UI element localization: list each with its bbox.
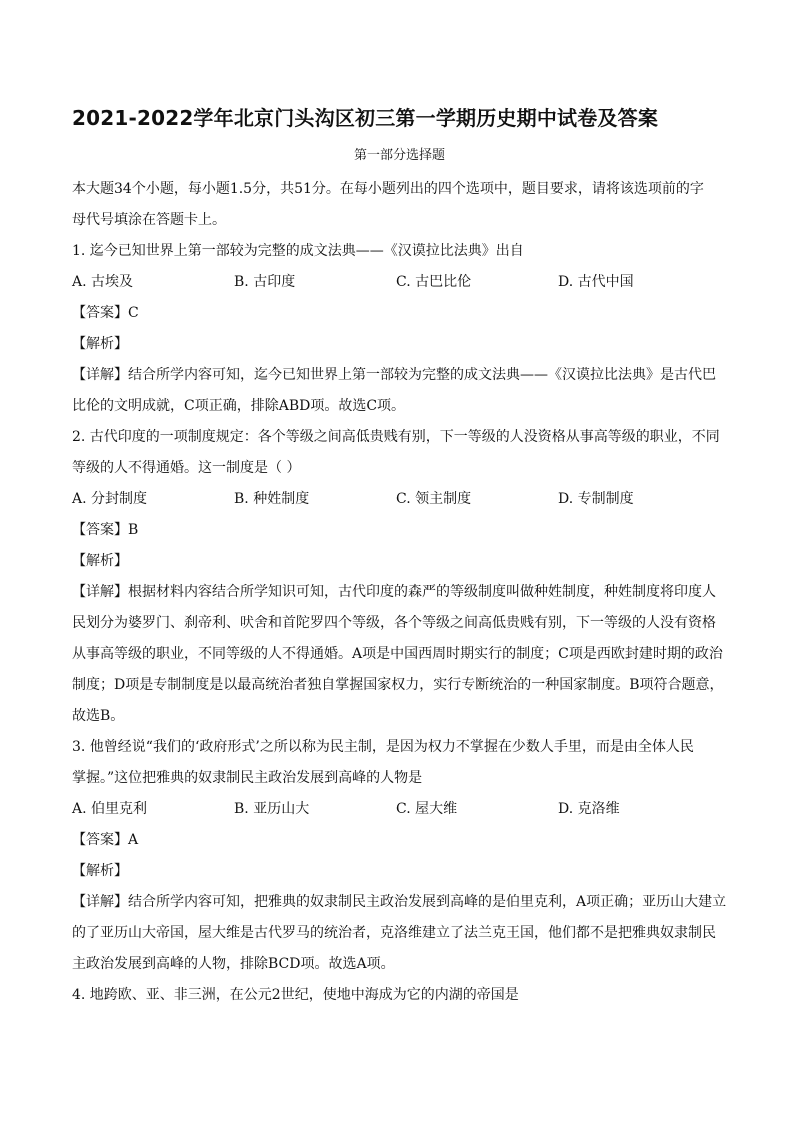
question-2 [72,422,727,732]
detail-line: 的了亚历山大帝国，屋大维是古代罗马的统治者，克洛维建立了法兰克王国，他们都不是把雅典奴隶制民 [72,925,716,941]
detail-line: 民划分为婆罗门、刹帝利、吠舍和首陀罗四个等级，各个等级之间高低贵贱有别，下一等级的人没有资格 [72,615,716,631]
option-a: A. 分封制度 [72,491,148,507]
detail-line: 从事高等级的职业，不同等级的人不得通婚。A项是中国西周时期实行的制度；C项是西欧封建时期的政治 [72,646,723,662]
question-stem [72,732,727,794]
page-title: 2021-2022学年北京门头沟区初三第一学期历史期中试卷及答案 [72,106,659,130]
option-d: D. 古代中国 [558,274,634,290]
option-b: B. 种姓制度 [234,491,310,507]
stem-line: 4. 地跨欧、亚、非三洲，在公元2世纪，使地中海成为它的内湖的帝国是 [72,987,519,1003]
option-a: A. 伯里克利 [72,801,148,817]
question-3 [72,732,727,980]
answer-line: 【答案】A [72,832,139,848]
intro-line: 本大题34个小题，每小题1.5分，共51分。在每小题列出的四个选项中，题目要求，请将该选项前的字 [72,181,704,197]
question-stem [72,980,727,1011]
question-stem [72,422,727,484]
detail-paragraph [72,887,727,980]
stem-line: 等级的人不得通婚。这一制度是（ ） [72,460,301,476]
analysis-label: 【解析】 [72,336,128,352]
option-b: B. 亚历山大 [234,801,310,817]
detail-line: 比伦的文明成就，C项正确，排除ABD项。故选C项。 [72,398,406,414]
intro-paragraph [72,174,727,236]
detail-paragraph [72,360,727,422]
detail-line: 制度；D项是专制制度是以最高统治者独自掌握国家权力，实行专断统治的一种国家制度。B项符合题意， [72,677,724,693]
option-d: D. 克洛维 [558,801,620,817]
options-row [72,484,727,515]
answer-line: 【答案】B [72,522,139,538]
options-row [72,794,727,825]
stem-line: 掌握。”这位把雅典的奴隶制民主政治发展到高峰的人物是 [72,770,423,786]
analysis-label: 【解析】 [72,863,128,879]
option-c: C. 屋大维 [396,801,458,817]
detail-line: 【详解】结合所学内容可知，把雅典的奴隶制民主政治发展到高峰的是伯里克利，A项正确；亚历山大建立 [72,894,727,910]
question-stem [72,236,727,267]
stem-line: 1. 迄今已知世界上第一部较为完整的成文法典——《汉谟拉比法典》出自 [72,243,524,259]
question-4 [72,980,727,1011]
question-1 [72,236,727,422]
option-c: C. 领主制度 [396,491,472,507]
option-a: A. 古埃及 [72,274,134,290]
options-row [72,267,727,298]
answer-line: 【答案】C [72,305,139,321]
detail-paragraph [72,577,727,732]
intro-line: 母代号填涂在答题卡上。 [72,212,226,228]
detail-line: 故选B。 [72,708,125,724]
detail-line: 【详解】结合所学内容可知，迄今已知世界上第一部较为完整的成文法典——《汉谟拉比法典》是古代巴 [72,367,716,383]
exam-page [72,104,727,1011]
stem-line: 2. 古代印度的一项制度规定：各个等级之间高低贵贱有别，下一等级的人没资格从事高等级的职业，不同 [72,429,720,445]
option-c: C. 古巴比伦 [396,274,472,290]
section-title: 第一部分选择题 [353,148,445,163]
detail-line: 主政治发展到高峰的人物，排除BCD项。故选A项。 [72,956,395,972]
analysis-label: 【解析】 [72,553,128,569]
option-d: D. 专制制度 [558,491,634,507]
stem-line: 3. 他曾经说“我们的‘政府形式’之所以称为民主制，是因为权力不掌握在少数人手里，而是由全体人民 [72,739,694,755]
option-b: B. 古印度 [234,274,296,290]
detail-line: 【详解】根据材料内容结合所学知识可知，古代印度的森严的等级制度叫做种姓制度，种姓制度将印度人 [72,584,716,600]
